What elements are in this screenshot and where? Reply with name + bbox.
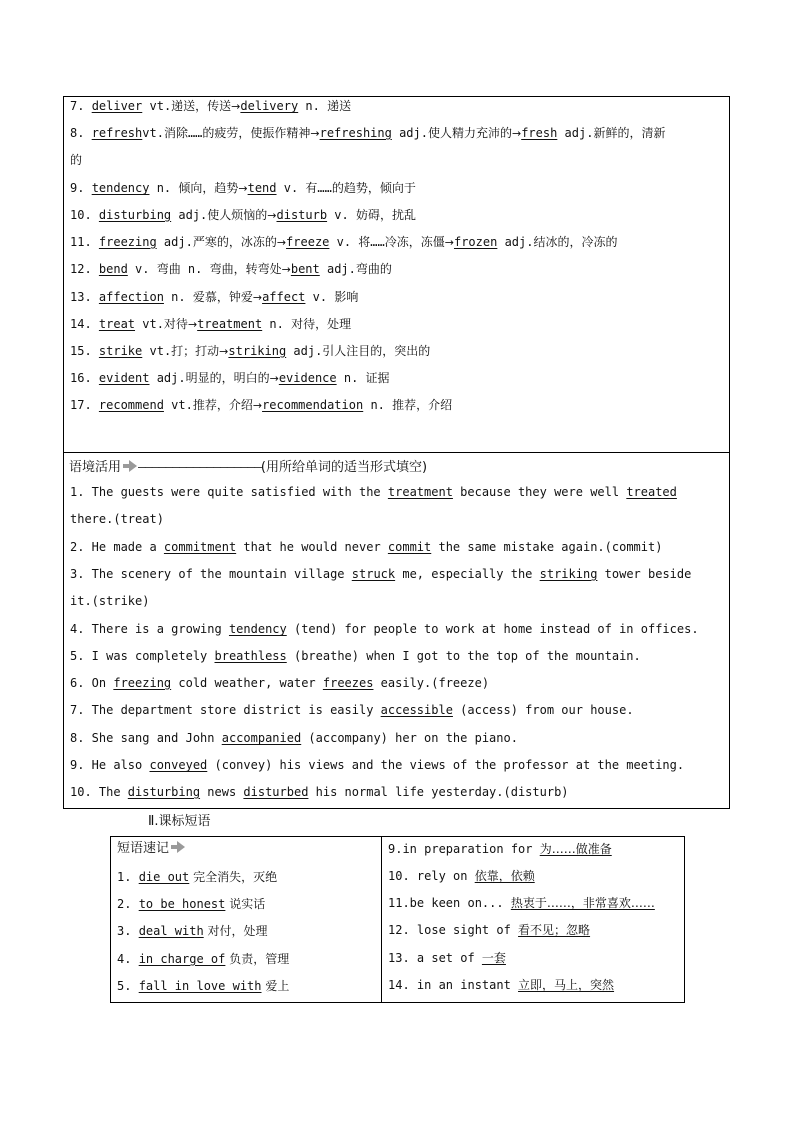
vocab-meaning: v. 将……冷冻，冻僵 [329, 235, 445, 249]
sentence-text: easily.(freeze) [373, 676, 490, 690]
vocab-word: treatment [197, 317, 263, 331]
answer-blank: freezes [322, 676, 374, 690]
answer-blank: breathless [214, 649, 287, 663]
vocab-number: 13. [70, 290, 99, 304]
vocab-word: fresh [521, 126, 558, 140]
sentence-text: cold weather, water [171, 676, 323, 690]
practice-sentence [70, 484, 677, 500]
practice-sentence [70, 730, 518, 746]
sentence-text: (convey) his views and the views of the professor at the meeting. [207, 758, 685, 772]
sentence-text: (accompany) her on the piano. [301, 731, 518, 745]
arrow-icon: → [187, 318, 198, 331]
phrase-prompt: 12. lose sight of [388, 923, 519, 937]
phrase-item [117, 869, 277, 885]
vocab-meaning: adj.使人烦恼的 [171, 208, 268, 222]
practice-sentence [70, 593, 149, 609]
vocab-word: tendency [91, 181, 150, 195]
sentence-text: 1. The guests were quite satisfied with the [70, 485, 388, 499]
phrase-item [388, 922, 590, 938]
vocab-word: disturbing [98, 208, 172, 222]
vocab-entry [70, 152, 82, 168]
arrow-icon: → [238, 182, 248, 195]
answer-blank: commit [387, 540, 432, 554]
phrase-heading-label: 短语速记 [117, 841, 170, 856]
vocab-word: striking [228, 344, 287, 358]
vocab-word: recommendation [262, 398, 364, 412]
phrase-answer: 立即，马上，突然 [518, 978, 615, 992]
vocab-meaning: n. 倾向，趋势 [149, 181, 239, 195]
phrase-meaning: 负责，管理 [225, 952, 290, 966]
vocab-meaning: n. 推荐，介绍 [363, 398, 453, 412]
arrow-icon: → [252, 399, 263, 412]
practice-instruction: (用所给单词的适当形式填空) [260, 460, 428, 475]
vocab-entry [70, 98, 351, 115]
vocab-meaning: adj.使人精力充沛的 [391, 126, 512, 140]
vocab-word: delivery [240, 99, 299, 113]
phrase-answer: fall in love with [138, 979, 262, 993]
phrase-answer: 一套 [481, 951, 506, 965]
phrase-answer: to be honest [138, 897, 226, 911]
practice-box [63, 452, 730, 809]
arrow-icon: → [511, 127, 522, 140]
arrow-right-icon [123, 460, 137, 472]
practice-sentence [70, 621, 699, 637]
phrase-answer: 为……做准备 [539, 842, 612, 856]
answer-blank: disturbing [127, 785, 201, 799]
phrase-number: 3. [117, 924, 139, 938]
vocab-meaning: v. 妨碍，扰乱 [327, 208, 416, 222]
answer-blank: freezing [113, 676, 172, 690]
vocab-word: tend [247, 181, 277, 195]
sentence-text: (access) from our house. [452, 703, 634, 717]
vocab-number: 17. [70, 398, 99, 412]
vocab-word: freezing [98, 235, 157, 249]
answer-blank: struck [351, 567, 396, 581]
vocab-meaning: adj.结冰的，冷冻的 [497, 235, 618, 249]
phrase-meaning: 说实话 [225, 897, 266, 911]
vocab-entry [70, 397, 452, 414]
vocab-meaning: adj.新鲜的，清新 [557, 126, 666, 140]
phrase-answer: 依靠，依赖 [474, 869, 535, 883]
answer-blank: disturbed [243, 785, 309, 799]
vocab-word: affect [262, 290, 306, 304]
vocab-word: deliver [91, 99, 143, 113]
sentence-text: 7. The department store district is easily [70, 703, 381, 717]
vocab-entry [70, 261, 392, 278]
answer-blank: commitment [163, 540, 237, 554]
phrase-table [110, 836, 685, 1003]
phrase-prompt: 14. in an instant [388, 978, 519, 992]
vocab-text: 的 [70, 153, 83, 167]
arrow-right-icon [171, 841, 185, 853]
vocab-entry [70, 234, 617, 251]
vocabulary-derivation-box [63, 96, 730, 452]
sentence-text: there.(treat) [70, 512, 164, 526]
sentence-text: (breathe) when I got to the top of the mountain. [286, 649, 641, 663]
section-title: Ⅱ.课标短语 [148, 814, 211, 829]
sentence-text: the same mistake again.(commit) [431, 540, 663, 554]
phrase-item [117, 978, 289, 994]
phrase-item [388, 895, 655, 911]
phrase-answer: in charge of [138, 952, 226, 966]
vocab-meaning: adj.弯曲的 [319, 262, 392, 276]
practice-sentence [70, 702, 634, 718]
vocab-number: 15. [70, 344, 99, 358]
vocab-meaning: adj.引人注目的，突出的 [286, 344, 431, 358]
vocab-number: 8. [70, 126, 92, 140]
vocab-meaning: vt.递送，传送 [142, 99, 232, 113]
phrase-item [117, 896, 265, 912]
phrase-prompt: 9.in preparation for [388, 842, 540, 856]
arrow-icon: → [276, 236, 287, 249]
sentence-text: because they were well [452, 485, 627, 499]
phrase-prompt: 11.be keen on... [388, 896, 511, 910]
vocab-word: bend [98, 262, 128, 276]
vocab-meaning: v. 有……的趋势，倾向于 [276, 181, 416, 195]
vocab-entry [70, 207, 416, 224]
vocab-number: 12. [70, 262, 99, 276]
table-divider [381, 837, 382, 1002]
practice-sentence [70, 511, 164, 527]
phrase-item [388, 977, 614, 993]
vocab-meaning: adj.严寒的，冰冻的 [156, 235, 277, 249]
phrase-prompt: 13. a set of [388, 951, 482, 965]
practice-heading [69, 456, 427, 475]
vocab-number: 14. [70, 317, 99, 331]
phrase-number: 1. [117, 870, 139, 884]
practice-heading-dashes: —————————————————— [138, 460, 261, 475]
sentence-text: it.(strike) [70, 594, 150, 608]
answer-blank: treated [626, 485, 677, 499]
practice-heading-label: 语境活用 [69, 460, 122, 475]
vocab-number: 16. [70, 371, 99, 385]
sentence-text: tower beside [597, 567, 692, 581]
sentence-text: 6. On [70, 676, 114, 690]
phrase-number: 5. [117, 979, 139, 993]
phrase-meaning: 完全消失，灭绝 [189, 870, 278, 884]
vocab-word: treat [98, 317, 136, 331]
practice-sentence [70, 784, 569, 800]
arrow-icon: → [252, 291, 263, 304]
vocab-number: 9. [70, 181, 92, 195]
vocab-meaning: v. 弯曲 n. 弯曲，转弯处 [127, 262, 282, 276]
phrase-answer: die out [138, 870, 190, 884]
answer-blank: conveyed [149, 758, 208, 772]
sentence-text: news [200, 785, 244, 799]
vocab-entry [70, 289, 358, 306]
sentence-text: 8. She sang and John [70, 731, 222, 745]
arrow-icon: → [267, 209, 277, 222]
phrase-item [388, 950, 506, 966]
practice-sentence [70, 675, 489, 691]
vocab-word: evidence [278, 371, 337, 385]
answer-blank: accompanied [221, 731, 302, 745]
vocab-number: 7. [70, 99, 92, 113]
practice-sentence [70, 539, 662, 555]
phrase-number: 2. [117, 897, 139, 911]
vocab-word: disturb [276, 208, 328, 222]
vocab-entry [70, 370, 390, 387]
vocab-meaning: v. 影响 [305, 290, 359, 304]
arrow-icon: → [231, 100, 241, 113]
practice-sentence [70, 566, 691, 582]
answer-blank: tendency [228, 622, 287, 636]
vocab-number: 11. [70, 235, 99, 249]
vocab-meaning: vt.打；打动 [142, 344, 220, 358]
phrase-item [117, 951, 289, 967]
sentence-text: his normal life yesterday.(disturb) [308, 785, 569, 799]
vocab-meaning: vt.消除……的疲劳，使振作精神 [142, 126, 311, 140]
sentence-text: 5. I was completely [70, 649, 215, 663]
phrase-meaning: 对付，处理 [203, 924, 268, 938]
vocab-entry [70, 343, 430, 360]
sentence-text: 9. He also [70, 758, 150, 772]
sentence-text: 2. He made a [70, 540, 164, 554]
vocab-entry [70, 125, 665, 142]
vocab-meaning: n. 递送 [298, 99, 352, 113]
vocab-number: 10. [70, 208, 99, 222]
phrase-item [388, 841, 612, 857]
sentence-text: 3. The scenery of the mountain village [70, 567, 352, 581]
arrow-icon: → [281, 263, 291, 276]
phrase-answer: 热衷于……，非常喜欢…… [510, 896, 655, 910]
phrase-prompt: 10. rely on [388, 869, 475, 883]
vocab-word: refresh [91, 126, 143, 140]
vocab-word: refreshing [319, 126, 392, 140]
answer-blank: accessible [380, 703, 453, 717]
arrow-icon: → [444, 236, 454, 249]
vocab-entry [70, 180, 416, 197]
phrase-answer: deal with [138, 924, 204, 938]
answer-blank: striking [539, 567, 598, 581]
vocab-word: recommend [98, 398, 164, 412]
vocab-word: affection [98, 290, 164, 304]
vocab-meaning: n. 对待，处理 [262, 317, 352, 331]
vocab-entry [70, 316, 351, 333]
sentence-text: me, especially the [395, 567, 540, 581]
phrase-number: 4. [117, 952, 139, 966]
vocab-meaning: vt.对待 [135, 317, 188, 331]
phrase-item [117, 923, 268, 939]
phrase-heading [117, 841, 186, 857]
phrase-answer: 看不见；忽略 [518, 923, 591, 937]
answer-blank: treatment [387, 485, 453, 499]
phrase-item [388, 868, 535, 884]
vocab-meaning: vt.推荐，介绍 [163, 398, 253, 412]
practice-sentence [70, 648, 641, 664]
sentence-text: (tend) for people to work at home instead of in offices. [286, 622, 699, 636]
sentence-text: 4. There is a growing [70, 622, 229, 636]
vocab-meaning: n. 爱慕，钟爱 [163, 290, 253, 304]
vocab-meaning: n. 证据 [336, 371, 390, 385]
practice-sentence [70, 757, 684, 773]
vocab-word: evident [98, 371, 150, 385]
arrow-icon: → [269, 372, 279, 385]
sentence-text: 10. The [70, 785, 128, 799]
phrase-meaning: 爱上 [261, 979, 290, 993]
arrow-icon: → [219, 345, 229, 358]
vocab-word: freeze [286, 235, 330, 249]
vocab-word: frozen [453, 235, 498, 249]
arrow-icon: → [310, 127, 320, 140]
vocab-word: strike [98, 344, 143, 358]
vocab-meaning: adj.明显的，明白的 [149, 371, 270, 385]
sentence-text: that he would never [236, 540, 388, 554]
vocab-word: bent [290, 262, 320, 276]
